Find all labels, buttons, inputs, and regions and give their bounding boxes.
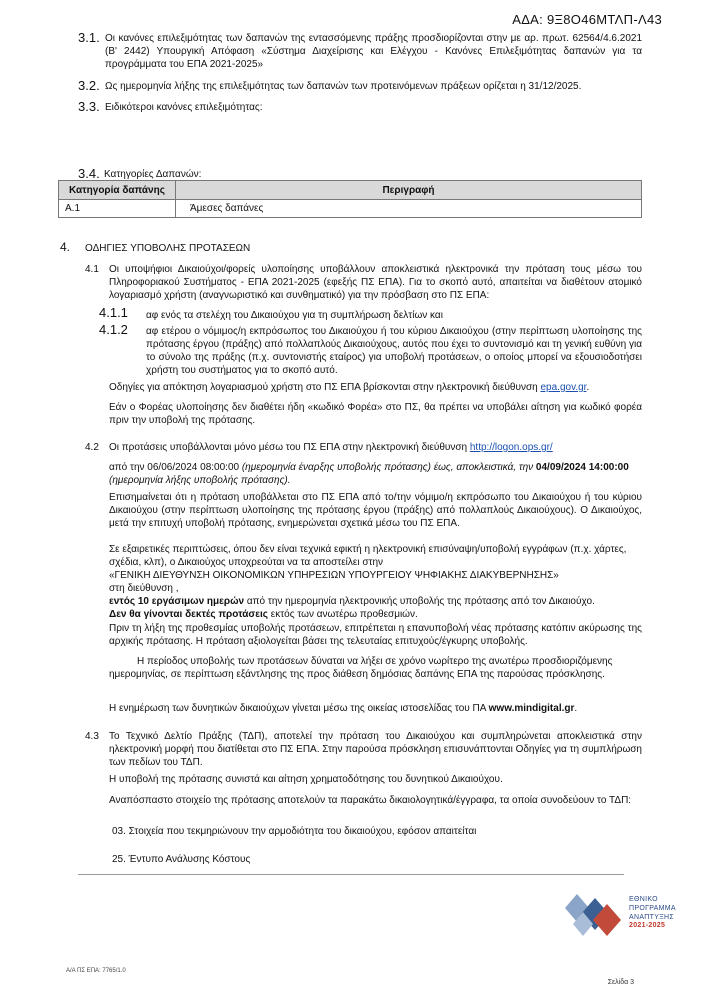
submission-note: Επισημαίνεται ότι η πρόταση υποβάλλεται στο ΠΣ ΕΠΑ από το/την νόμιμο/η εκπρόσωπο του Δικαιούχου ή του κύριου Δικαιούχου (στην περίπτωση υλοποίησης της πρότασης έργου (πράξης) από πολλαπλούς Δικαιούχους). Ο Δικαιούχος, μετά την επιτυχή υποβολή πρότασης, ενημερώνεται σχετικά μέσω του ΠΣ ΕΠΑ. [109,492,642,529]
submission-address: Οι προτάσεις υποβάλλονται μόνο μέσω του ΠΣ ΕΠΑ στην ηλεκτρονική διεύθυνση http://logon.ops.gr/ [109,442,553,453]
section-4-1-1-text: αφ ενός τα στελέχη του Δικαιούχου για τη συμπλήρωση δελτίων και [146,310,443,321]
ada-code: ΑΔΑ: 9Ξ8Ο46ΜΤΛΠ-Λ43 [512,12,662,27]
mindigital-link[interactable]: www.mindigital.gr [488,703,575,714]
section-4-2-number: 4.2 [85,442,99,453]
section-3-4-number: 3.4. [78,166,100,181]
section-4-3-number: 4.3 [85,731,99,742]
section-4-1-intro: Οι υποψήφιοι Δικαιούχοι/φορείς υλοποίησης υποβάλλουν αποκλειστικά ηλεκτρονικά την πρόταση τους μέσω του Πληροφοριακού Συστήματος - ΕΠΑ 2021-2025 (εφεξής ΠΣ ΕΠΑ). Για το σκοπό αυτό, απαιτείται να διαθέτουν ατομικό λογαριασμό χρήστη (αναγνωριστικό και συνθηματικό) για την πρόσβαση στο ΠΣ ΕΠΑ: [109,264,642,301]
section-3-1-number: 3.1. [78,30,100,45]
cost-categories-table [58,180,642,218]
info-website: Η ενημέρωση των δυνητικών δικαιούχων γίνεται μέσω της οικείας ιστοσελίδας του ΠΑ www.mindigital.gr. [109,703,578,714]
document-item-25: 25. Έντυπο Ανάλυσης Κόστους [112,854,251,865]
section-3-2-text: Ως ημερομηνία λήξης της επιλεξιμότητας των δαπανών των προτεινόμενων πράξεων ορίζεται η 31/12/2025. [105,81,582,92]
submission-period: από την 06/06/2024 08:00:00 (ημερομηνία έναρξης υποβολής πρότασης) έως, αποκλειστικά, την 04/09/2024 14:00:00 (ημερομηνία λήξης υποβολής πρότασης). [109,462,629,486]
section-3-2-number: 3.2. [78,78,100,93]
table-header-row [59,181,642,200]
section-3-3-number: 3.3. [78,99,100,114]
section-4-1-1-number: 4.1.1 [99,305,128,320]
resubmission-note: Πριν τη λήξη της προθεσμίας υποβολής προτάσεων, επιτρέπεται η επανυποβολή νέας πρότασης κατόπιν ακύρωσης της αρχικής πρότασης. Η πρόταση αξιολογείται βάσει της τελευταίας επιτυχούς/έγκυρης υποβολής. [109,623,642,647]
footer-reference: Α/Α ΠΣ ΕΠΑ: 7765/1.0 [66,968,126,974]
account-instructions: Οδηγίες για απόκτηση λογαριασμού χρήστη στο ΠΣ ΕΠΑ βρίσκονται στην ηλεκτρονική διεύθυνση epa.gov.gr. [109,382,590,393]
section-4-number: 4. [60,240,71,254]
section-3-1-text: Οι κανόνες επιλεξιμότητας των δαπανών της εντασσόμενης πράξης προσδιορίζονται στην με αρ. πρωτ. 62564/4.6.2021 (Β' 2442) Υπουργική Απόφαση «Σύστημα Διαχείρισης και Ελέγχου - Κανόνες Επιλεξιμότητας δαπανών για τα προγράμματα του ΕΠΑ 2021-2025» [105,33,642,70]
period-end-note: Η περίοδος υποβολής των προτάσεων δύναται να λήξει σε χρόνο νωρίτερο της ανωτέρω προσδιοριζόμενης ημερομηνίας, σε περίπτωση εξάντλησης της προς διάθεση δημόσιας δαπάνης ΕΠΑ της παρούσας πρόσκλησης. [109,656,613,680]
exceptional-cases: Σε εξαιρετικές περιπτώσεις, όπου δεν είναι τεχνικά εφικτή η ηλεκτρονική επισύναψη/υποβολή εγγράφων (π.χ. χάρτες, σχέδια, κλπ), ο Δικαιούχος υποχρεούται να τα αποστείλει στην «ΓΕΝΙΚΗ ΔΙΕΥΘΥΝΣΗ ΟΙΚΟΝΟΜΙΚΩΝ ΥΠΗΡΕΣΙΩΝ ΥΠΟΥΡΓΕΙΟΥ ΨΗΦΙΑΚΗΣ ΔΙΑΚΥΒΕΡΝΗΣΗΣ» στη διεύθυνση , εντός 10 εργάσιμων ημερών από την ημερομηνία ηλεκτρονικής υποβολής της πρότασης από τον Δικαιούχο. Δεν θα γίνονται δεκτές προτάσεις εκτός των ανωτέρω προθεσμιών. [109,544,627,620]
section-4-1-2-text: αφ ετέρου ο νόμιμος/η εκπρόσωπος του Δικαιούχου ή του κύριου Δικαιούχου (στην περίπτωση υλοποίησης της πρότασης έργου (πράξης) από πολλαπλούς Δικαιούχους, αυτός που έχει το συντονισμό και τη γενική ευθύνη για το σύνολο της πράξης (π.χ. συντονιστής εταίρος) για υποβολή προτάσεων, ο οποίος μπορεί να εξουσιοδοτήσει χρήστη του συστήματος για το σκοπό αυτό. [146,326,642,376]
table-row [59,200,642,218]
funding-request-note: Η υποβολή της πρότασης συνιστά και αίτηση χρηματοδότησης του δυνητικού Δικαιούχου. [109,774,503,785]
table-header-category: Κατηγορία δαπάνης [59,181,176,200]
section-4-1-number: 4.1 [85,264,99,275]
section-4-title: ΟΔΗΓΙΕΣ ΥΠΟΒΟΛΗΣ ΠΡΟΤΑΣΕΩΝ [85,243,251,254]
document-item-03: 03. Στοιχεία που τεκμηριώνουν την αρμοδιότητα του δικαιούχου, εφόσον απαιτείται [112,826,477,837]
table-header-description: Περιγραφή [176,181,642,200]
page-number: Σελίδα 3 [607,979,634,986]
section-4-1-2-number: 4.1.2 [99,322,128,337]
table-cell-code: Α.1 [59,200,176,218]
table-cell-description: Άμεσες δαπάνες [176,200,642,218]
section-4-3-intro: Το Τεχνικό Δελτίο Πράξης (ΤΔΠ), αποτελεί την πρόταση του Δικαιούχου και συμπληρώνεται αποκλειστικά στην ηλεκτρονική μορφή που διατίθεται στο ΠΣ ΕΠΑ. Στην παρούσα πρόσκληση επισυνάπτονται Οδηγίες για τη συμπλήρωση των πεδίων του ΤΔΠ. [109,731,642,768]
body-code-note: Εάν ο Φορέας υλοποίησης δεν διαθέτει ήδη «κωδικό Φορέα» στο ΠΣ, θα πρέπει να υποβάλει αίτηση για κωδικό φορέα πριν την υποβολή της πρότασης. [109,402,642,426]
epa-link[interactable]: epa.gov.gr [540,382,587,393]
footer-divider [78,874,624,875]
required-documents-note: Αναπόσπαστο στοιχείο της πρότασης αποτελούν τα παρακάτω δικαιολογητικά/έγγραφα, τα οποία συνοδεύουν το ΤΔΠ: [109,795,632,806]
logon-link[interactable]: http://logon.ops.gr/ [469,442,553,453]
section-3-4-text: Κατηγορίες Δαπανών: [104,169,202,180]
section-3-3-text: Ειδικότεροι κανόνες επιλεξιμότητας: [105,102,263,113]
logo-text: ΕΘΝΙΚΟ ΠΡΟΓΡΑΜΜΑ ΑΝΑΠΤΥΞΗΣ 2021-2025 [629,896,676,930]
